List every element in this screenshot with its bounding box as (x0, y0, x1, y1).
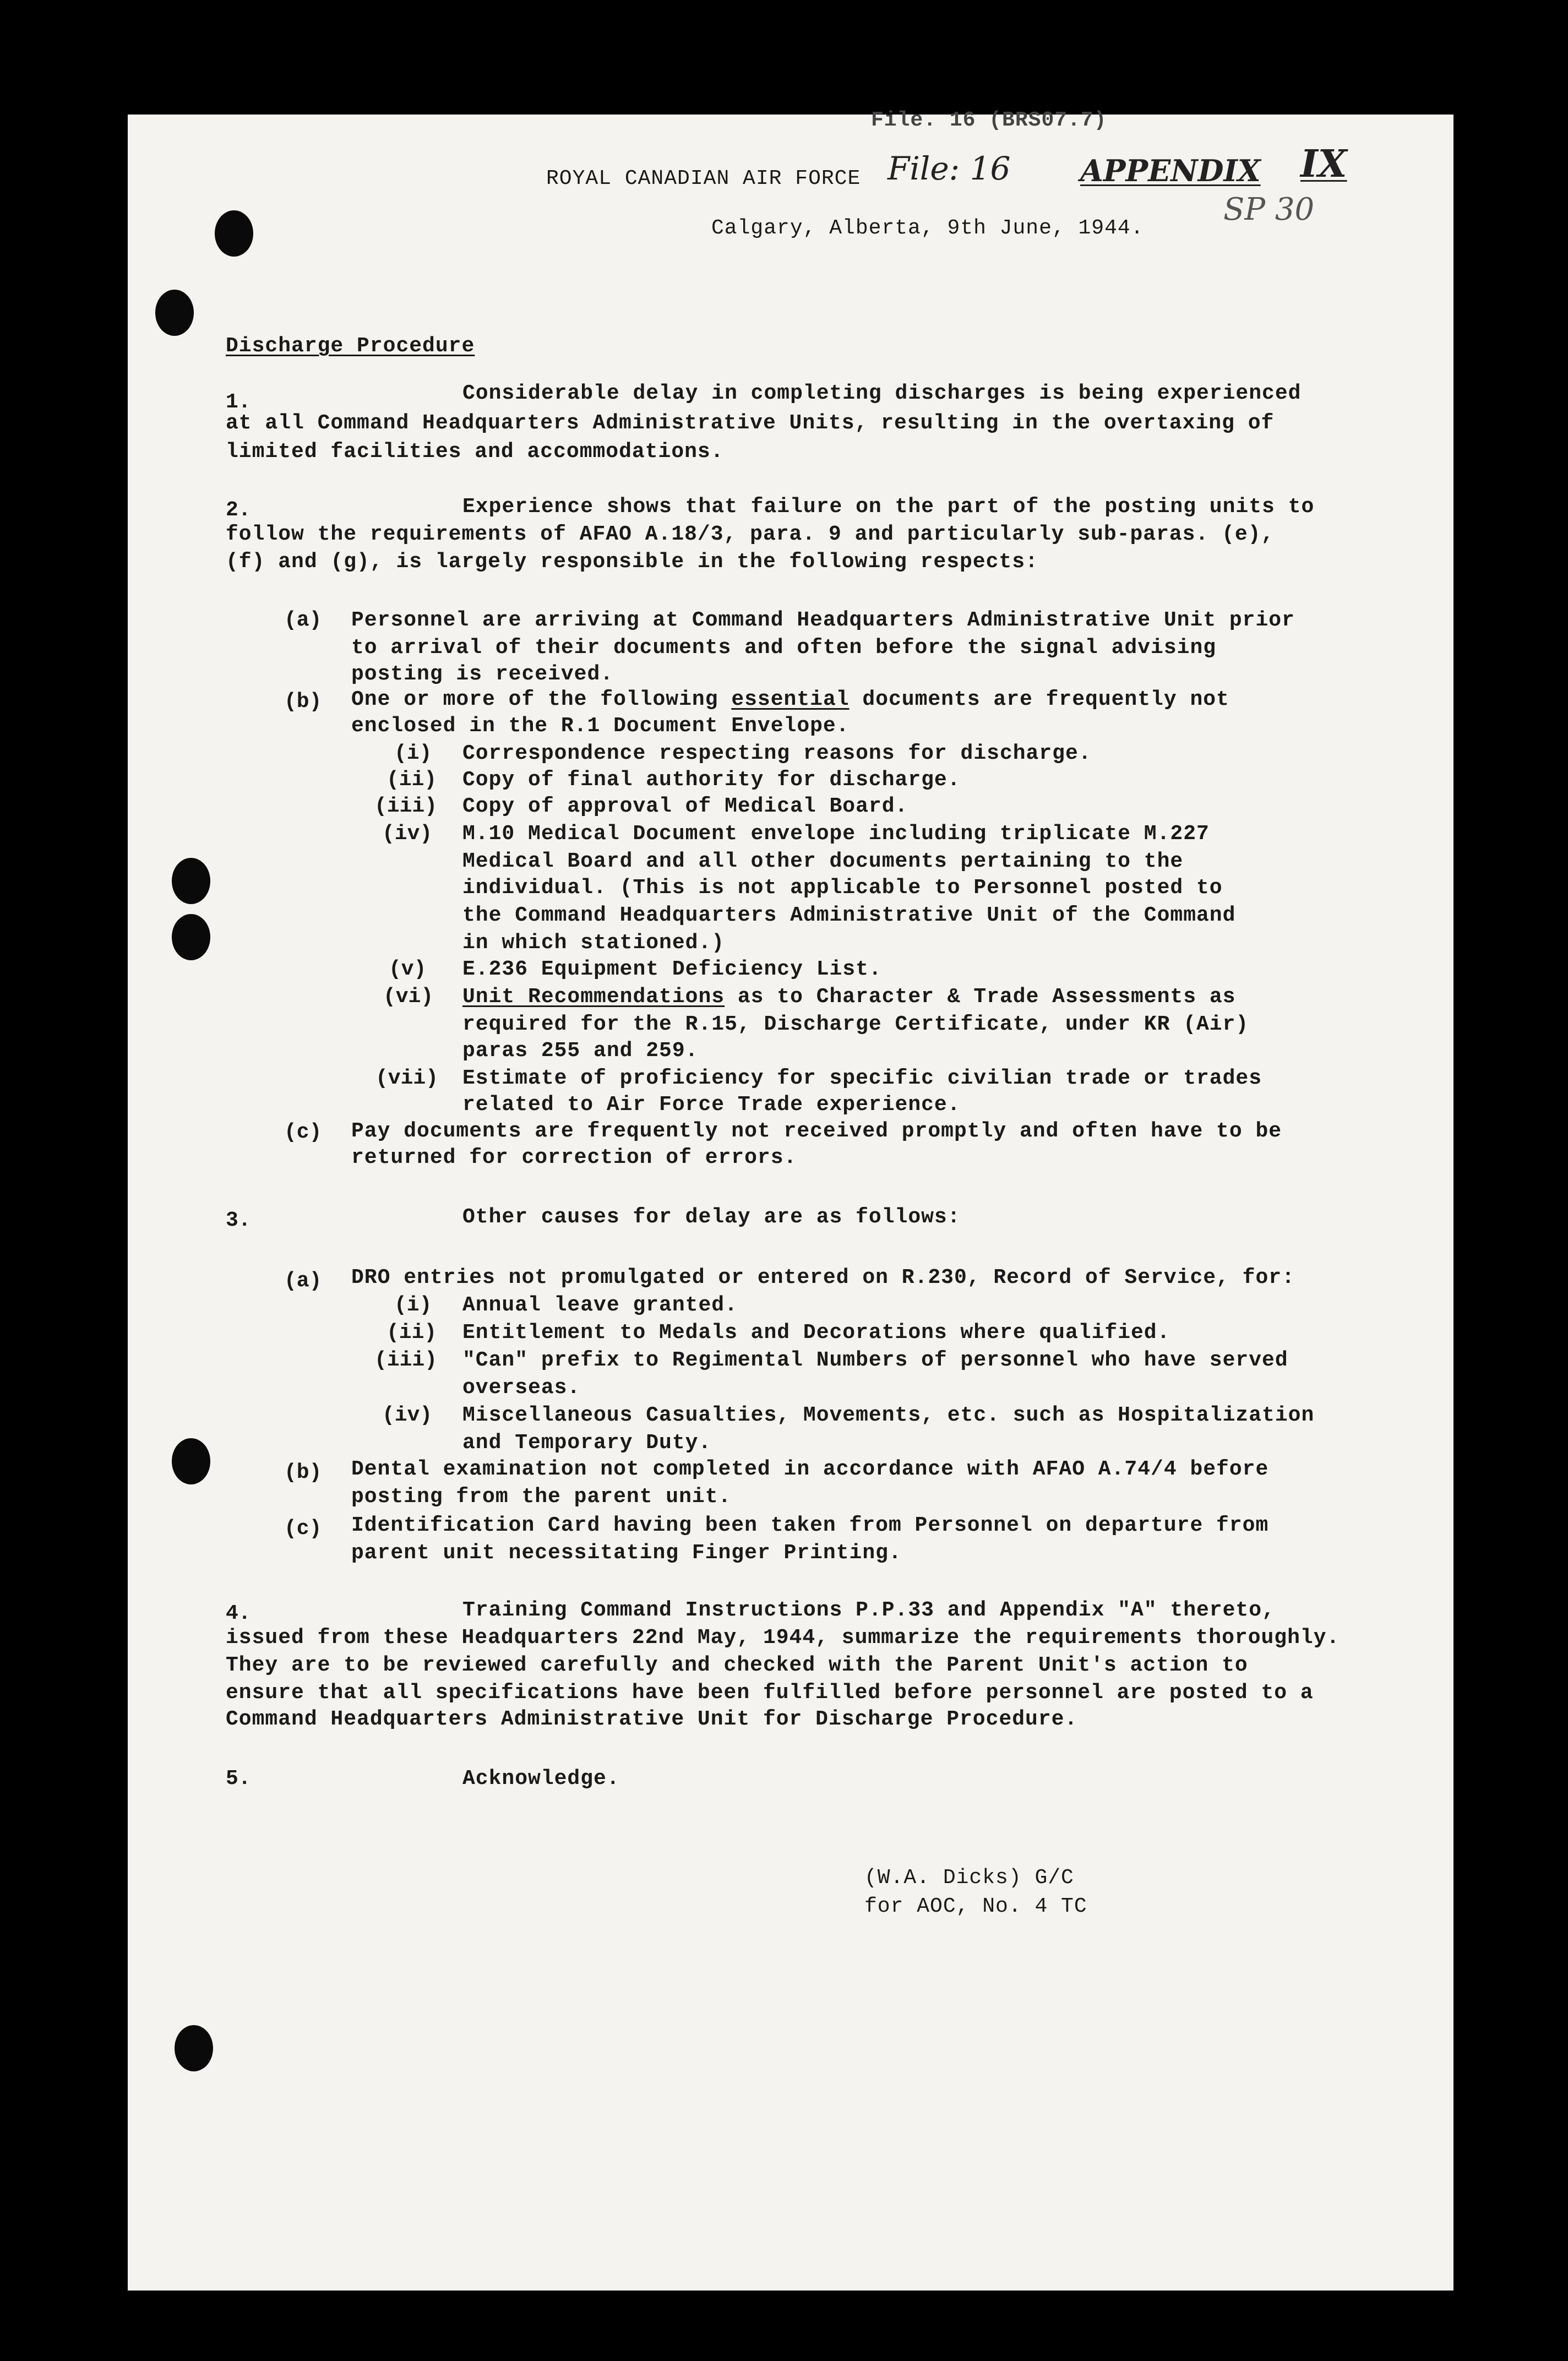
item-line: to arrival of their documents and often before the signal advising (351, 636, 1217, 660)
paragraph-4-line: Command Headquarters Administrative Unit for Discharge Procedure. (226, 1707, 1078, 1731)
item-text: One or more of the following (351, 688, 732, 711)
subitem-line: Annual leave granted. (462, 1293, 738, 1317)
organization-name: ROYAL CANADIAN AIR FORCE (546, 167, 861, 191)
handwritten-file-note: File: 16 (888, 150, 1011, 187)
item-label: (b) (284, 1461, 322, 1484)
subitem-line: Medical Board and all other documents pertaining to the (462, 850, 1184, 873)
subitem-line: Entitlement to Medals and Decorations where qualified. (462, 1321, 1170, 1345)
subitem-text: as to Character & Trade Assessments as (725, 985, 1236, 1009)
subitem-line: "Can" prefix to Regimental Numbers of personnel who have served (462, 1348, 1288, 1372)
item-line: Personnel are arriving at Command Headquarters Administrative Unit prior (351, 608, 1295, 632)
item-text: documents are frequently not (849, 688, 1229, 711)
subitem-label: (vi) (383, 985, 434, 1009)
appendix-number: IX (1300, 142, 1347, 186)
item-label: (a) (284, 608, 322, 632)
subitem-line: M.10 Medical Document envelope including triplicate M.227 (462, 822, 1210, 846)
subitem-label: (vii) (375, 1067, 439, 1090)
subitem-label: (iii) (374, 795, 438, 818)
subitem-label: (iv) (382, 1403, 433, 1427)
place-date: Calgary, Alberta, 9th June, 1944. (711, 216, 1144, 240)
punch-hole (172, 914, 210, 960)
punch-hole (172, 1438, 210, 1484)
punch-hole (215, 210, 253, 257)
emphasis-text: Unit Recommendations (462, 985, 725, 1009)
subject-heading: Discharge Procedure (226, 334, 475, 358)
subitem-label: (ii) (386, 1321, 437, 1345)
item-label: (c) (284, 1120, 322, 1144)
subitem-line: overseas. (462, 1376, 581, 1400)
item-line: Identification Card having been taken from Personnel on departure from (351, 1514, 1269, 1537)
subitem-label: (ii) (386, 768, 437, 792)
paragraph-1-line: Considerable delay in completing discharges is being experienced (462, 382, 1302, 405)
paragraph-number: 1. (226, 390, 251, 414)
item-line: enclosed in the R.1 Document Envelope. (351, 714, 850, 738)
item-label: (a) (284, 1269, 322, 1293)
item-line: posting is received. (351, 662, 614, 686)
paragraph-number: 2. (226, 498, 251, 522)
paragraph-4-line: ensure that all specifications have been fulfilled before personnel are posted to a (226, 1681, 1314, 1705)
signature-title: for AOC, No. 4 TC (864, 1895, 1087, 1918)
appendix-label: APPENDIX (1080, 153, 1261, 188)
item-line: parent unit necessitating Finger Printing. (351, 1541, 902, 1565)
subitem-line: individual. (This is not applicable to Personnel posted to (462, 876, 1223, 900)
paragraph-1-line: limited facilities and accommodations. (226, 440, 724, 464)
paragraph-4-line: They are to be reviewed carefully and checked with the Parent Unit's action to (226, 1653, 1248, 1677)
item-line: DRO entries not promulgated or entered on R.230, Record of Service, for: (351, 1266, 1295, 1290)
paragraph-2-line: Experience shows that failure on the part of the posting units to (462, 495, 1315, 519)
subitem-line: related to Air Force Trade experience. (462, 1093, 961, 1117)
subitem-line: Miscellaneous Casualties, Movements, etc. such as Hospitalization (462, 1403, 1315, 1427)
item-line: posting from the parent unit. (351, 1485, 732, 1509)
subitem-label: (iii) (374, 1348, 438, 1372)
emphasis-text: essential (731, 688, 850, 711)
document-page (128, 108, 1453, 2291)
subitem-line: E.236 Equipment Deficiency List. (462, 958, 882, 981)
punch-hole (172, 858, 210, 904)
paragraph-1-line: at all Command Headquarters Administrative Units, resulting in the overtaxing of (226, 411, 1275, 435)
subitem-label: (i) (394, 742, 432, 765)
paragraph-number: 5. (226, 1767, 251, 1791)
paragraph-2-line: follow the requirements of AFAO A.18/3, para. 9 and particularly sub-paras. (e), (226, 523, 1275, 546)
subitem-label: (i) (394, 1293, 432, 1317)
subitem-line: the Command Headquarters Administrative Unit of the Command (462, 904, 1236, 927)
item-line: returned for correction of errors. (351, 1146, 797, 1169)
punch-hole (175, 2025, 213, 2071)
item-line (351, 687, 1229, 712)
item-label: (b) (284, 690, 322, 714)
item-label: (c) (284, 1517, 322, 1541)
paragraph-number: 4. (226, 1602, 251, 1625)
item-line: Pay documents are frequently not received promptly and often have to be (351, 1119, 1282, 1143)
subitem-line: in which stationed.) (462, 931, 725, 955)
subitem-line: and Temporary Duty. (462, 1431, 712, 1455)
subitem-line: paras 255 and 259. (462, 1039, 699, 1063)
file-reference-top: File. 16 (BRS07.7) (871, 108, 1107, 132)
subitem-line: Copy of final authority for discharge. (462, 768, 961, 792)
subitem-line: Estimate of proficiency for specific civilian trade or trades (462, 1067, 1262, 1090)
signature-name: (W.A. Dicks) G/C (864, 1866, 1074, 1890)
handwritten-code: SP 30 (1223, 192, 1315, 227)
paragraph-4-line: issued from these Headquarters 22nd May, 1944, summarize the requirements thoroughly. (226, 1626, 1340, 1650)
paragraph-5-text: Acknowledge. (462, 1767, 620, 1791)
punch-hole (155, 290, 194, 336)
subitem-line: Correspondence respecting reasons for discharge. (462, 742, 1092, 765)
subitem-line: Copy of approval of Medical Board. (462, 795, 908, 818)
paragraph-number: 3. (226, 1209, 251, 1232)
item-line: Dental examination not completed in accordance with AFAO A.74/4 before (351, 1457, 1269, 1481)
subitem-label: (v) (389, 958, 427, 981)
subitem-label: (iv) (382, 822, 433, 846)
subitem-line: required for the R.15, Discharge Certificate, under KR (Air) (462, 1013, 1249, 1036)
subitem-line (462, 984, 1235, 1010)
paragraph-3-intro: Other causes for delay are as follows: (462, 1205, 961, 1229)
paragraph-4-line: Training Command Instructions P.P.33 and Appendix "A" thereto, (462, 1598, 1275, 1622)
paragraph-2-line: (f) and (g), is largely responsible in the following respects: (226, 550, 1038, 574)
